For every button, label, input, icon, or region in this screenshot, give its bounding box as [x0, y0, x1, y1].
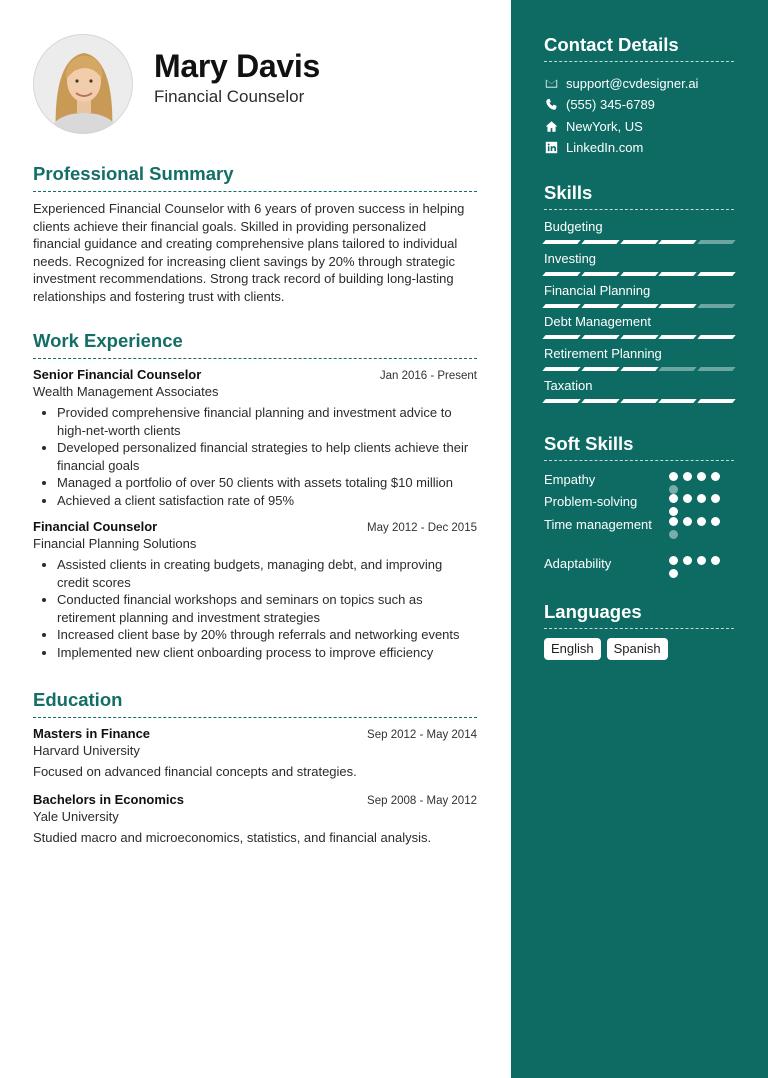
- skill-level-bar: [544, 272, 734, 276]
- education-heading: Education: [33, 689, 477, 718]
- skill-item: [544, 219, 734, 251]
- skill-bar-segment: [698, 272, 736, 276]
- skill-bar-segment: [620, 304, 658, 308]
- skill-bar-segment: [620, 399, 658, 403]
- summary-text: Experienced Financial Counselor with 6 years of proven success in helping clients achieve their financial goals. Skilled in providing personalized financial guidance and creating comprehensive plans tailored to individual needs. Recognized for increasing client savings by 20% through strategic investment recommendations. Strong track record of building long-lasting relationships and fostering trust with clients.: [33, 201, 465, 304]
- education-description: Focused on advanced financial concepts and strategies.: [33, 764, 357, 779]
- rating-dot: [711, 517, 720, 526]
- skill-bar-segment: [542, 399, 580, 403]
- portrait-photo: [34, 35, 133, 134]
- skill-level-bar: [544, 240, 734, 244]
- education-date: Sep 2012 - May 2014: [367, 729, 477, 741]
- rating-dot: [683, 494, 692, 503]
- contact-linkedin[interactable]: [544, 137, 734, 158]
- rating-dot: [683, 556, 692, 565]
- skill-name: Retirement Planning: [544, 346, 662, 362]
- experience-section: [33, 330, 477, 671]
- skill-item: [544, 314, 734, 346]
- skill-item: [544, 283, 734, 315]
- rating-dot: [669, 472, 678, 481]
- skill-bar-segment: [698, 240, 736, 244]
- skills-heading: Skills: [544, 182, 734, 210]
- rating-dot: [711, 494, 720, 503]
- job-bullets: [33, 556, 477, 661]
- list-item: • Achieved a client satisfaction rate of 95%: [57, 492, 477, 510]
- languages-heading: Languages: [544, 601, 734, 629]
- soft-skill-item: [544, 516, 734, 534]
- skill-level-bar: [544, 335, 734, 339]
- skill-bar-segment: [659, 335, 697, 339]
- skill-item: [544, 346, 734, 378]
- contact-text: support@cvdesigner.ai: [566, 76, 699, 92]
- phone-icon: [544, 98, 558, 112]
- rating-dot: [683, 472, 692, 481]
- rating-dot: [669, 507, 678, 516]
- soft-skill-name: Time management: [544, 517, 652, 532]
- soft-skill-name: Empathy: [544, 472, 596, 487]
- skill-name: Taxation: [544, 377, 593, 393]
- soft-skill-rating: [669, 472, 727, 494]
- skill-level-bar: [544, 367, 734, 371]
- envelope-icon: [544, 77, 558, 91]
- skill-bar-segment: [659, 272, 697, 276]
- linkedin-icon: [544, 141, 558, 155]
- contact-list: [544, 73, 734, 158]
- experience-heading: Work Experience: [33, 330, 477, 359]
- skill-bar-segment: [659, 304, 697, 308]
- skill-item: [544, 251, 734, 283]
- skill-bar-segment: [581, 240, 619, 244]
- soft-skill-rating: [669, 556, 727, 578]
- language-chip: Spanish: [607, 638, 668, 660]
- list-item: • Managed a portfolio of over 50 clients with assets totaling $10 million: [57, 474, 477, 492]
- school: Yale University: [33, 809, 119, 824]
- skill-bar-segment: [542, 335, 580, 339]
- language-chip: English: [544, 638, 601, 660]
- skill-bar-segment: [581, 335, 619, 339]
- rating-dot: [669, 517, 678, 526]
- contact-text: (555) 345-6789: [566, 97, 655, 113]
- school: Harvard University: [33, 743, 140, 758]
- list-item: • Assisted clients in creating budgets, managing debt, and improving credit scores: [57, 556, 477, 591]
- job-role: Senior Financial Counselor: [33, 367, 202, 382]
- education-entry: [33, 726, 477, 780]
- skill-bar-segment: [542, 367, 580, 371]
- avatar: [33, 34, 133, 134]
- list-item: • Conducted financial workshops and seminars on topics such as retirement planning and investment strategies: [57, 591, 477, 626]
- degree: Masters in Finance: [33, 726, 151, 741]
- skill-bar-segment: [581, 399, 619, 403]
- soft-skills-heading: Soft Skills: [544, 433, 734, 461]
- degree: Bachelors in Economics: [33, 792, 184, 807]
- job-bullets: [33, 404, 477, 509]
- contact-text: LinkedIn.com: [566, 140, 644, 156]
- skill-bar-segment: [698, 367, 736, 371]
- skill-name: Investing: [544, 250, 597, 266]
- skill-bar-segment: [659, 399, 697, 403]
- rating-dot: [669, 530, 678, 539]
- rating-dot: [683, 517, 692, 526]
- soft-skill-item: [544, 493, 734, 511]
- skill-bar-segment: [620, 240, 658, 244]
- job-company: Wealth Management Associates: [33, 384, 219, 399]
- soft-skill-rating: [669, 494, 727, 516]
- skill-name: Debt Management: [544, 314, 651, 330]
- skill-bar-segment: [698, 399, 736, 403]
- skill-bar-segment: [620, 272, 658, 276]
- skill-bar-segment: [542, 304, 580, 308]
- contact-heading: Contact Details: [544, 34, 734, 62]
- soft-skill-item: [544, 555, 734, 573]
- skill-item: [544, 378, 734, 410]
- skills-list: [544, 219, 734, 410]
- rating-dot: [711, 472, 720, 481]
- summary-heading: Professional Summary: [33, 163, 477, 192]
- skill-bar-segment: [620, 335, 658, 339]
- skill-bar-segment: [620, 367, 658, 371]
- candidate-name: Mary Davis: [154, 48, 320, 84]
- soft-skill-rating: [669, 517, 727, 539]
- education-date: Sep 2008 - May 2012: [367, 795, 477, 807]
- education-entry: [33, 792, 477, 846]
- skill-name: Budgeting: [544, 219, 603, 234]
- skill-bar-segment: [659, 240, 697, 244]
- skill-bar-segment: [581, 304, 619, 308]
- skill-bar-segment: [581, 272, 619, 276]
- candidate-title: Financial Counselor: [154, 87, 305, 106]
- list-item: • Provided comprehensive financial planning and investment advice to high-net-worth clients: [57, 404, 477, 439]
- rating-dot: [669, 494, 678, 503]
- education-description: Studied macro and microeconomics, statistics, and financial analysis.: [33, 830, 432, 845]
- rating-dot: [697, 556, 706, 565]
- rating-dot: [697, 517, 706, 526]
- skill-bar-segment: [698, 335, 736, 339]
- list-item: • Developed personalized financial strategies to help clients achieve their financial goals: [57, 439, 477, 474]
- soft-skill-name: Adaptability: [544, 556, 612, 571]
- contact-phone[interactable]: [544, 94, 734, 115]
- languages-list: [544, 638, 734, 660]
- experience-entry: [33, 367, 477, 509]
- rating-dot: [697, 472, 706, 481]
- home-icon: [544, 119, 558, 133]
- sidebar: [511, 0, 768, 1078]
- job-company: Financial Planning Solutions: [33, 536, 197, 551]
- skill-level-bar: [544, 399, 734, 403]
- list-item: • Increased client base by 20% through referrals and networking events: [57, 626, 477, 644]
- skill-bar-segment: [581, 367, 619, 371]
- soft-skill-item: [544, 471, 734, 489]
- job-role: Financial Counselor: [33, 519, 158, 534]
- job-date: Jan 2016 - Present: [379, 370, 477, 382]
- skill-level-bar: [544, 304, 734, 308]
- summary-section: [33, 163, 477, 305]
- skill-name: Financial Planning: [544, 282, 651, 298]
- rating-dot: [669, 556, 678, 565]
- rating-dot: [697, 494, 706, 503]
- contact-text: NewYork, US: [566, 118, 643, 134]
- experience-entry: [33, 519, 477, 661]
- rating-dot: [669, 569, 678, 578]
- job-date: May 2012 - Dec 2015: [367, 522, 477, 534]
- list-item: • Implemented new client onboarding process to improve efficiency: [57, 644, 477, 662]
- rating-dot: [711, 556, 720, 565]
- soft-skill-name: Problem-solving: [544, 494, 638, 509]
- education-section: [33, 689, 477, 856]
- skill-bar-segment: [542, 272, 580, 276]
- skill-bar-segment: [698, 304, 736, 308]
- skill-bar-segment: [542, 240, 580, 244]
- contact-email[interactable]: [544, 73, 734, 94]
- contact-location: [544, 116, 734, 137]
- skill-bar-segment: [659, 367, 697, 371]
